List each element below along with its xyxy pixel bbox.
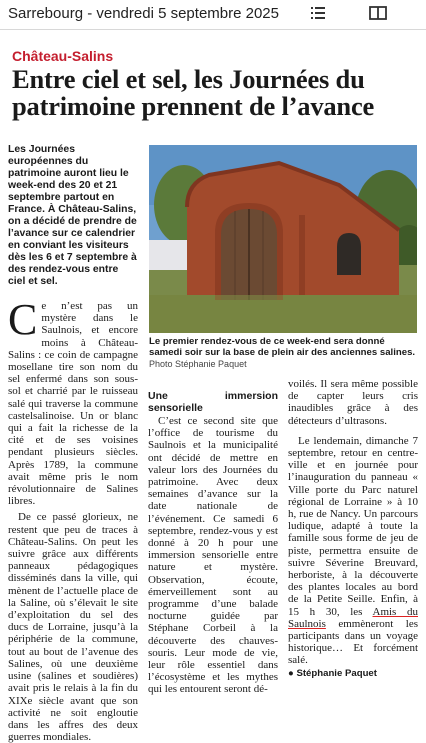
paragraph-5 (288, 435, 418, 667)
paragraph-1-text: e n’est pas un mystère dans le Saulnois, et encore moins à Château-Salins : ce coin de campagne mosellane tire son nom du sel enfermé dans son sous-sol et charrié par le ruisseau salé qui traverse la commune castelsalinoise. Un or blanc qui a fait la richesse de la cité et de ses voisines pendant plusieurs siècles. Après 1789, la commune avait même pris le nom révolutionnaire de Salines libres. (8, 300, 138, 508)
paragraph-3: C’est ce second site que l’office de tourisme du Saulnois et la municipalité ont décidé de mettre en valeur lors des Journées du patrimoine. Avec deux semaines d’avance sur la date nationale de l’événement. Ce samedi 6 septembre, rendez-vous y est donné à 20 h pour une immersion sensorielle entre nature et mystère. Observation, écoute, émerveillement sont au programme d’une balade nocturne guidée par Stéphane Corbeil à la découverte des chauves-souris. Leur mode de vie, leur rôle essentiel dans l’écosystème et les mythes qui les entourent seront dé- (148, 415, 278, 696)
drop-cap: C (8, 295, 38, 344)
subheading: Une immersion sensorielle (148, 390, 278, 414)
article-headline: Entre ciel et sel, les Journées du patrimoine prennent de l’avance (12, 64, 375, 121)
column-right (288, 378, 418, 680)
article-lead: Les Journées européennes du patrimoine auront lieu le week-end des 20 et 21 septembre partout en France. À Château-Salins, on a décidé de prendre de l’avance sur ce calendrier en conviant les visiteurs dès les 6 et 7 septembre à des rendez-vous entre ciel et sel. (8, 144, 137, 287)
section-label: Château-Salins (12, 48, 114, 64)
list-icon[interactable] (309, 4, 329, 22)
paragraph-2: De ce passé glorieux, ne restent que peu de traces à Château-Salins. On peut les suivre grâce aux différents panneaux pédagogiques disséminés dans la ville, qui mènent de l’actuelle place de la Saline, où s’élevait le site d’exploitation du sel des ducs de Lorraine, jusqu’à la périphérie de la commune, tout au bout de l’avenue des Salines, où une deuxième usine (salines et soudières) avait pris le relais à la fin du XIXe siècle avant que son activité ne soit engloutie dans les affres des deux guerres mondiales. (8, 511, 138, 743)
saline-building-image (149, 145, 417, 333)
top-bar (0, 0, 426, 30)
photo-caption: Le premier rendez-vous de ce week-end sera donné samedi soir sur la base de plein air des anciennes salines. (149, 336, 416, 358)
paragraph-1 (8, 295, 138, 508)
author-signature: ● Stéphanie Paquet (288, 667, 377, 679)
paragraph-5-text-b: emmèneront les participants dans un voyage historique… Et forcément salé. (288, 617, 418, 667)
paragraph-5-text-a: Le lendemain, dimanche 7 septembre, retour en centre-ville et en journée pour l’inauguration du panneau « Ville porte du Parc naturel régional de Lorraine » à 10 h, rue de Nancy. Un parcours ludique, adapté à toute la famille sous forme de jeu de piste, permettra ensuite de suivre Séverine Breuvard, herboriste, à la découverte des plantes locales au bord de la Petite Seille. Enfin, à 15 h 30, les (288, 434, 418, 618)
edition-title: Sarrebourg - vendredi 5 septembre 2025 (8, 5, 279, 22)
column-middle (148, 390, 278, 696)
column-left (8, 144, 138, 743)
amis-du-saulnois-link[interactable]: Amis du Saulnois (288, 605, 418, 630)
book-icon[interactable] (368, 4, 388, 22)
paragraph-4: voilés. Il sera même possible de capter leurs cris inaudibles grâce à des détecteurs d’ultrasons. (288, 378, 418, 427)
article-photo (149, 145, 417, 333)
photo-credit: Photo Stéphanie Paquet (149, 359, 247, 369)
